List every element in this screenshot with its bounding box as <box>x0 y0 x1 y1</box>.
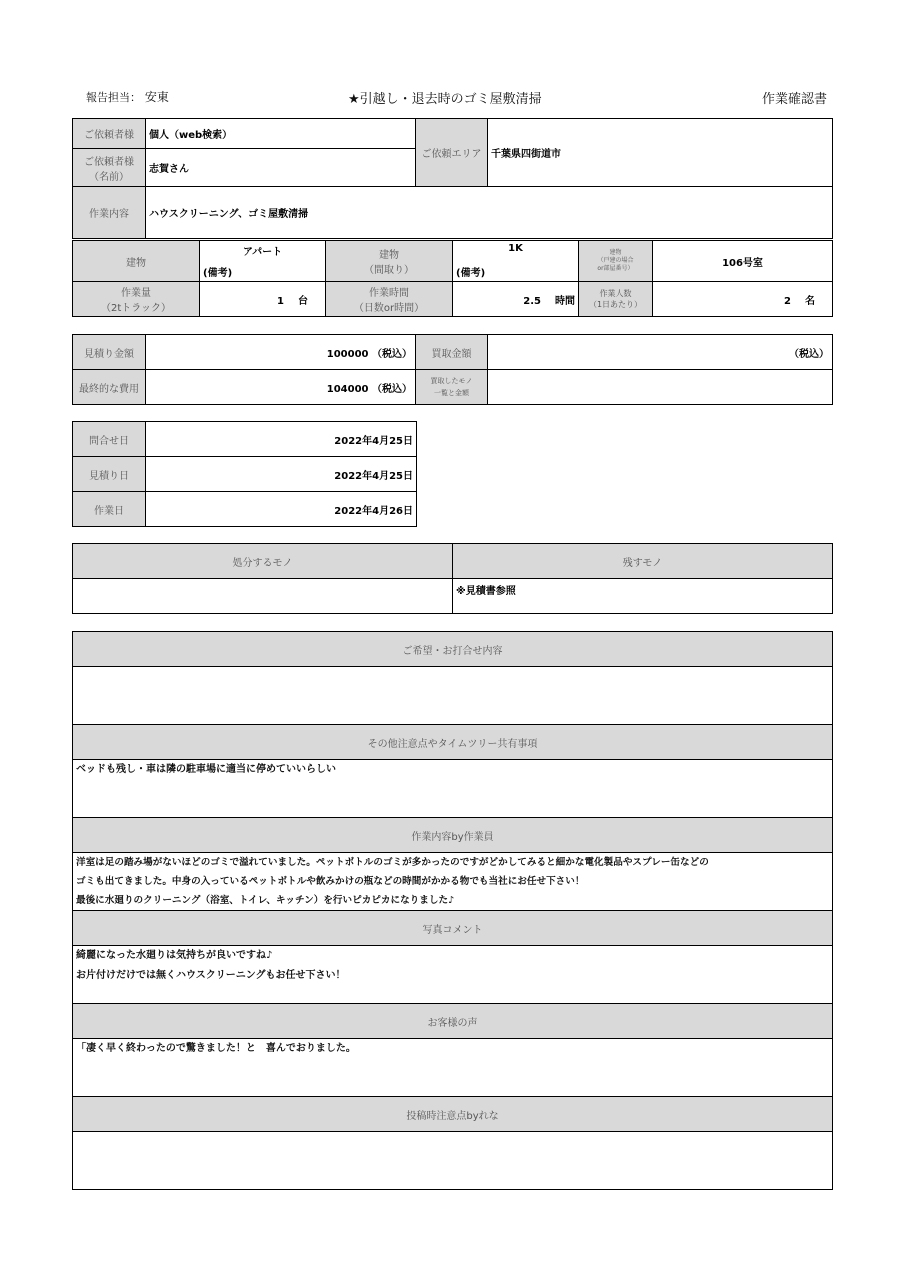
page-title: ★引越し・退去時のゴミ屋敷清掃 <box>348 92 542 107</box>
buyback-value: （税込） <box>488 335 833 370</box>
other-notes-label: その他注意点やタイムツリー共有事項 <box>73 725 833 760</box>
layout-note: (備考) <box>456 268 486 279</box>
dispose-label: 処分するモノ <box>73 544 453 579</box>
buyback-label: 買取金額 <box>416 335 488 370</box>
keep-value: ※見積書参照 <box>453 579 833 614</box>
cost-table <box>72 334 833 405</box>
estimate-label: 見積り金額 <box>73 335 146 370</box>
work-content-label: 作業内容 <box>73 187 146 239</box>
client-value: 個人（web検索） <box>146 119 416 149</box>
customer-voice-text: 「凄く早く終わったので驚きました！と 喜んでおりました。 <box>73 1039 833 1097</box>
building-table <box>72 240 833 317</box>
people-value: 2 名 <box>653 282 833 317</box>
building-type-note: (備考) <box>203 268 233 279</box>
inquiry-date-label: 問合せ日 <box>73 422 146 457</box>
area-value: 千葉県四街道市 <box>488 119 833 187</box>
client-table <box>72 118 833 239</box>
inquiry-date-value: 2022年4月25日 <box>146 422 417 457</box>
time-label: 作業時間 （日数or時間） <box>326 282 453 317</box>
amount-label: 作業量 （2tトラック） <box>73 282 200 317</box>
time-value: 2.5 時間 <box>453 282 579 317</box>
building-type-value: アパート <box>242 247 283 258</box>
layout-label: 建物 （間取り） <box>326 241 453 282</box>
disposal-table <box>72 543 833 614</box>
photo-comment-line: お片付けだけでは無くハウスクリーニングもお任せ下さい！ <box>76 970 346 981</box>
work-date-value: 2022年4月26日 <box>146 492 417 527</box>
reporter <box>86 88 169 105</box>
building-type-cell <box>200 241 326 282</box>
work-report-line: 最後に水廻りのクリーニング（浴室、トイレ、キッチン）を行いピカピカになりました♪ <box>76 895 455 906</box>
work-content-value: ハウスクリーニング、ゴミ屋敷清掃 <box>146 187 833 239</box>
work-report-line: ゴミも出てきました。中身の入っているペットボトルや飲みかけの瓶などの時間がかかる物でも当社にお任せ下さい！ <box>76 876 585 887</box>
estimate-date-label: 見積り日 <box>73 457 146 492</box>
work-date-label: 作業日 <box>73 492 146 527</box>
request-text <box>73 667 833 725</box>
dispose-value <box>73 579 453 614</box>
buyback-items-value <box>488 370 833 405</box>
building-label: 建物 <box>73 241 200 282</box>
photo-comment-text <box>73 946 833 1004</box>
estimate-date-value: 2022年4月25日 <box>146 457 417 492</box>
final-cost-value: 104000 （税込） <box>146 370 416 405</box>
customer-voice-label: お客様の声 <box>73 1004 833 1039</box>
dates-table <box>72 421 417 527</box>
client-label: ご依頼者様 <box>73 119 146 149</box>
room-value: 106号室 <box>653 241 833 282</box>
reporter-name: 安東 <box>144 90 169 104</box>
client-name-label: ご依頼者様 （名前） <box>73 149 146 187</box>
photo-comment-line: 綺麗になった水廻りは気持ちが良いですね♪ <box>76 950 273 961</box>
final-cost-label: 最終的な費用 <box>73 370 146 405</box>
estimate-value: 100000 （税込） <box>146 335 416 370</box>
layout-value: 1K <box>508 243 523 254</box>
notes-table <box>72 631 833 1190</box>
client-name-value: 志賀さん <box>146 149 416 187</box>
area-label: ご依頼エリア <box>416 119 488 187</box>
other-notes-text: ベッドも残し・車は隣の駐車場に適当に停めていいらしい <box>73 760 833 818</box>
work-report-line: 洋室は足の踏み場がないほどのゴミで溢れていました。ペットボトルのゴミが多かったのですがどかしてみると細かな電化製品やスプレー缶などの <box>76 857 709 868</box>
work-report-label: 作業内容by作業員 <box>73 818 833 853</box>
buyback-items-label: 買取したモノ 一覧と金額 <box>416 370 488 405</box>
people-label: 作業人数 （1日あたり） <box>579 282 653 317</box>
amount-value: 1 台 <box>200 282 326 317</box>
doc-type: 作業確認書 <box>762 92 828 107</box>
work-report-text <box>73 853 833 911</box>
request-label: ご希望・お打合せ内容 <box>73 632 833 667</box>
layout-cell <box>453 241 579 282</box>
posting-notes-label: 投稿時注意点byれな <box>73 1097 833 1132</box>
room-label: 建物 （戸建の場合 or部屋番号） <box>579 241 653 282</box>
reporter-label: 報告担当： <box>86 91 141 104</box>
photo-comment-label: 写真コメント <box>73 911 833 946</box>
keep-label: 残すモノ <box>453 544 833 579</box>
posting-notes-text <box>73 1132 833 1190</box>
